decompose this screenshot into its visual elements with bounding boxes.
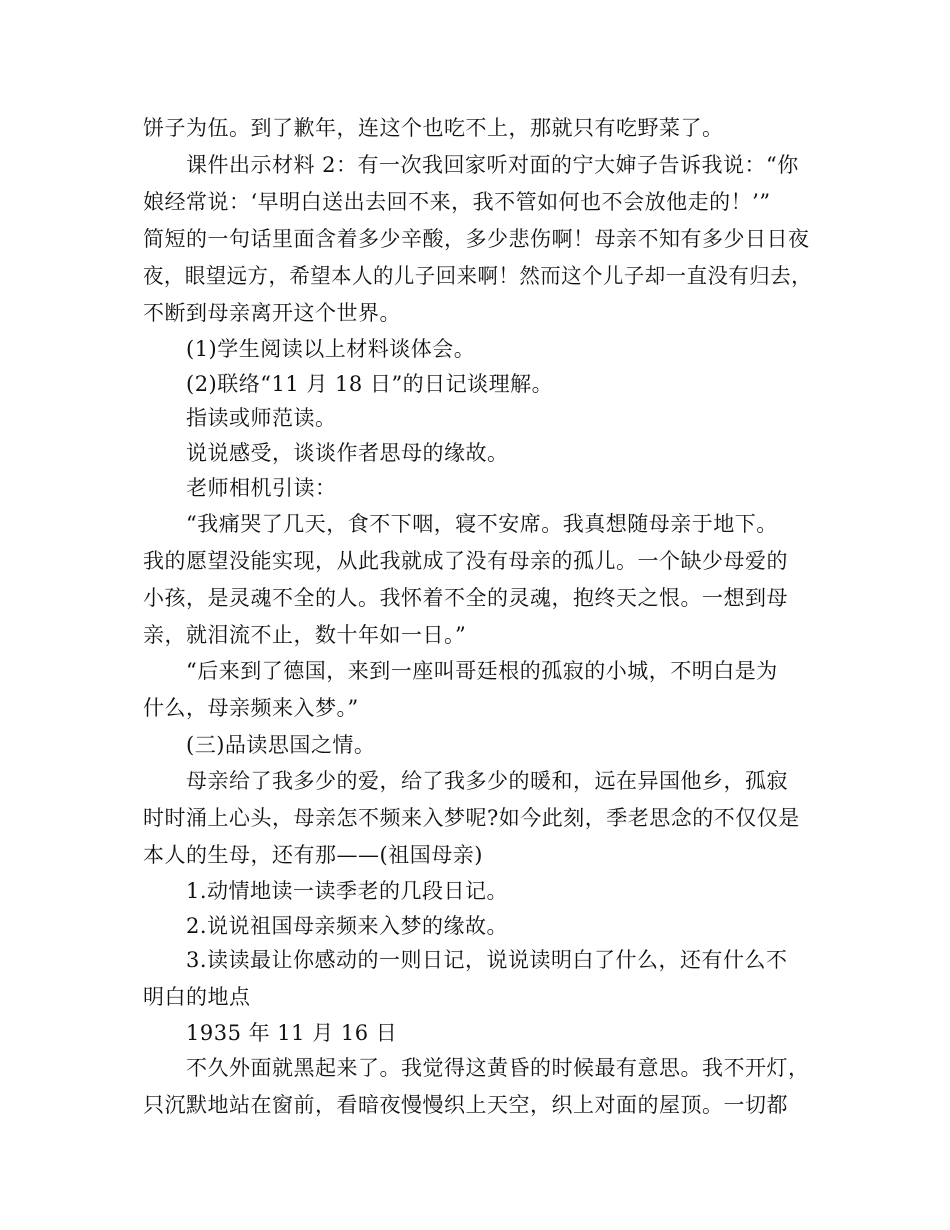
- text-line: 3.读读最让你感动的一则日记，说说读明白了什么，还有什么不: [186, 948, 788, 972]
- text-line: (2)联络“11 月 18 日”的日记谈理解。: [186, 372, 554, 396]
- text-line: 饼子为伍。到了歉年，连这个也吃不上，那就只有吃野菜了。: [143, 116, 724, 140]
- text-line: 小孩，是灵魂不全的人。我怀着不全的灵魂，抱终天之恨。一想到母: [143, 586, 788, 610]
- text-line: 老师相机引读：: [186, 476, 337, 500]
- text-line: 说说感受，谈谈作者思母的缘故。: [186, 441, 509, 465]
- text-line: 明白的地点: [143, 985, 251, 1009]
- text-line: 时时涌上心头，母亲怎不频来入梦呢?如今此刻，季老思念的不仅仅是: [143, 806, 800, 830]
- text-line: 本人的生母，还有那——(祖国母亲): [143, 843, 483, 867]
- text-line: (1)学生阅读以上材料谈体会。: [186, 337, 476, 361]
- text-line: 什么，母亲频来入梦。”: [143, 696, 359, 720]
- text-line: 娘经常说：‘早明白送出去回不来，我不管如何也不会放他走的！’”: [143, 190, 771, 214]
- text-line: 不断到母亲离开这个世界。: [143, 301, 401, 325]
- text-line: 2.说说祖国母亲频来入梦的缘故。: [186, 914, 509, 938]
- text-line: 1935 年 11 月 16 日: [186, 1021, 398, 1045]
- text-line: 不久外面就黑起来了。我觉得这黄昏的时候最有意思。我不开灯，: [186, 1056, 810, 1080]
- text-line: 课件出示材料 2：有一次我回家听对面的宁大婶子告诉我说：“你: [186, 153, 799, 177]
- text-line: (三)品读思国之情。: [186, 733, 376, 757]
- text-line: 夜，眼望远方，希望本人的儿子回来啊！然而这个儿子却一直没有归去，: [143, 264, 813, 288]
- text-line: “后来到了德国，来到一座叫哥廷根的孤寂的小城，不明白是为: [186, 659, 778, 683]
- text-line: 1.动情地读一读季老的几段日记。: [186, 879, 509, 903]
- text-line: 亲，就泪流不止，数十年如一日。”: [143, 623, 467, 647]
- text-line: 简短的一句话里面含着多少辛酸，多少悲伤啊！母亲不知有多少日日夜: [143, 227, 810, 251]
- text-line: 我的愿望没能实现，从此我就成了没有母亲的孤儿。一个缺少母爱的: [143, 549, 788, 573]
- text-line: “我痛哭了几天，食不下咽，寝不安席。我真想随母亲于地下。: [186, 512, 778, 536]
- text-line: 指读或师范读。: [186, 406, 337, 430]
- text-line: 母亲给了我多少的爱，给了我多少的暖和，远在异国他乡，孤寂: [186, 769, 788, 793]
- text-line: 只沉默地站在窗前，看暗夜慢慢织上天空，织上对面的屋顶。一切都: [143, 1093, 788, 1117]
